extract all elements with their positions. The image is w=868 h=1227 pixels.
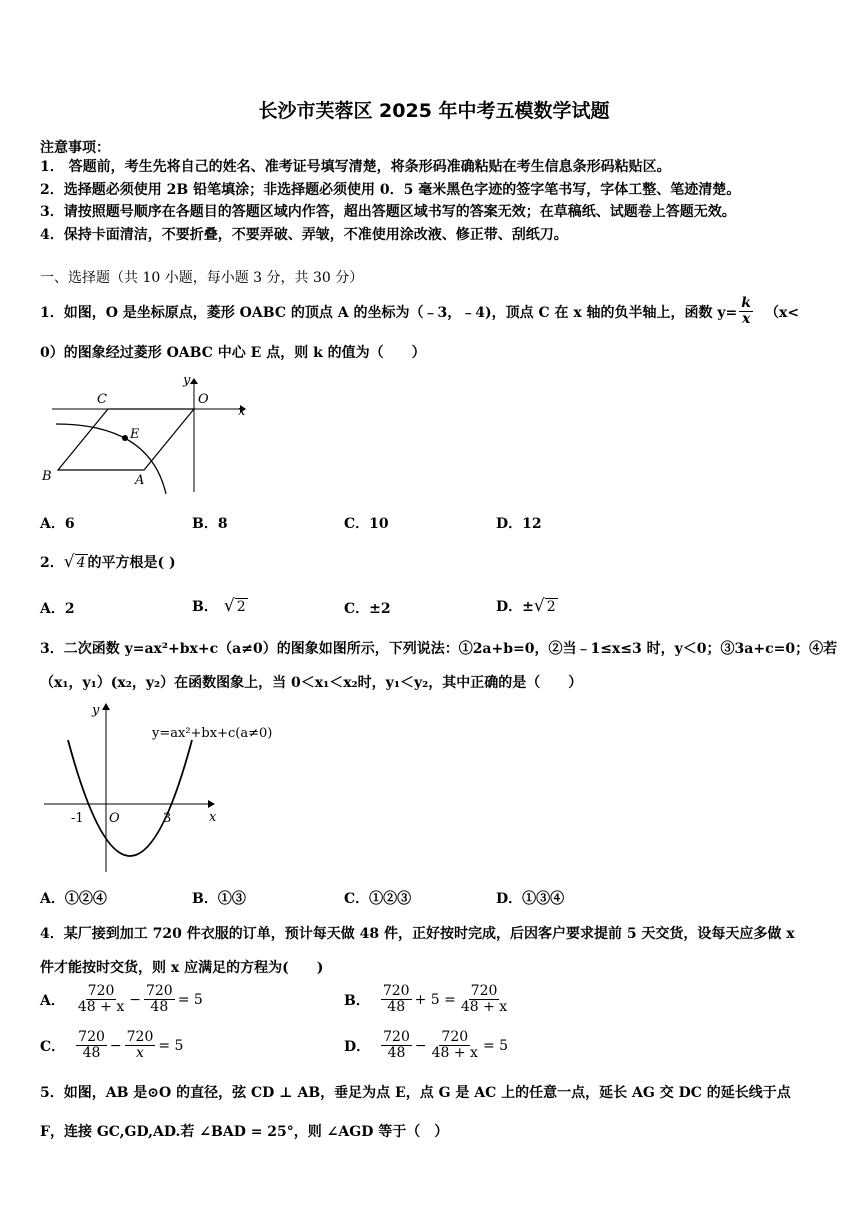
q4-option-a-label: A． (40, 992, 65, 1009)
parabola-curve (68, 740, 192, 856)
y-axis-arrow (102, 703, 110, 710)
q1-tail: （x< (765, 304, 800, 321)
q4-option-a-equation (73, 984, 203, 1016)
q2-suffix: 的平方根是( ) (87, 555, 176, 571)
numerator: 720 (78, 1029, 105, 1045)
q2-option-d (496, 596, 558, 616)
denominator: 48 (150, 999, 169, 1016)
q1-option-c: C．10 (344, 516, 389, 532)
numerator: 720 (441, 1029, 469, 1045)
fraction (76, 1030, 107, 1062)
q1-option-d: D．12 (496, 516, 542, 532)
label-y: y (92, 703, 100, 718)
q2-radical-sign: √ (63, 552, 75, 572)
fraction (125, 1030, 156, 1062)
q2-option-b-label: B． (192, 599, 218, 615)
label-a: A (135, 473, 145, 488)
q2-radicand: 4 (76, 554, 86, 571)
y-axis-arrow (190, 378, 198, 384)
numerator: 720 (145, 983, 173, 999)
numerator: 720 (87, 983, 115, 999)
q4-option-c (40, 1030, 183, 1062)
q2-option-c: C．±2 (344, 601, 391, 617)
section-heading: 一、选择题（共 10 小题，每小题 3 分，共 30 分） (40, 270, 364, 286)
q1-text: 1．如图，O 是坐标原点，菱形 OABC 的顶点 A 的坐标为（﹣3，﹣4)，顶点 C 在 x 轴的负半轴上，函数 y= (40, 304, 738, 321)
label-o: O (198, 392, 209, 407)
q4-option-b (344, 984, 512, 1016)
q4-option-a (40, 984, 203, 1016)
label-x: x (238, 404, 246, 419)
notice-item: 3．请按照题号顺序在各题目的答题区域内作答，超出答题区域书写的答案无效；在草稿纸、试题卷上答题无效。 (40, 204, 736, 220)
right-hand-side: = 5 (158, 1037, 184, 1054)
denominator: 48 + x (77, 999, 125, 1016)
numerator: 720 (383, 1029, 410, 1045)
q1-frac-den: x (741, 311, 751, 328)
q1-rhombus-figure (40, 372, 252, 496)
label-c: C (97, 392, 107, 407)
question-1-line2: 0）的图象经过菱形 OABC 中心 E 点，则 k 的值为（ ） (40, 345, 426, 361)
question-2 (40, 552, 176, 572)
label-three: 3 (163, 811, 172, 826)
label-e: E (130, 427, 140, 442)
numerator: 720 (126, 1029, 154, 1045)
q2-option-a: A．2 (40, 601, 75, 617)
denominator: 48 (82, 1045, 101, 1062)
label-y: y (183, 373, 191, 388)
label-o: O (109, 811, 120, 826)
question-1-line1 (40, 296, 799, 328)
q3-parabola-figure (40, 700, 272, 876)
label-x: x (209, 810, 217, 825)
q4-option-c-equation (73, 1030, 183, 1062)
denominator: 48 (387, 1045, 406, 1062)
operator: − (414, 1037, 427, 1054)
question-3-line1: 3．二次函数 y=ax²+bx+c（a≠0）的图象如图所示，下列说法：①2a+b=0，②当﹣1≤x≤3 时，y＜0；③3a+c=0；④若 (40, 641, 838, 657)
q2-prefix: 2． (40, 555, 64, 571)
denominator: 48 + x (460, 999, 508, 1016)
question-3-line2: （x₁，y₁）(x₂，y₂）在函数图象上，当 0＜x₁＜x₂时，y₁＜y₂，其中正确的是（ ） (40, 675, 583, 691)
notice-item: 4．保持卡面清洁，不要折叠，不要弄破、弄皱，不准使用涂改液、修正带、刮纸刀。 (40, 227, 568, 243)
fraction (381, 984, 412, 1016)
parabola-equation-label: y=ax²+bx+c(a≠0) (152, 726, 272, 741)
label-b: B (42, 469, 52, 484)
notice-item: 2．选择题必须使用 2B 铅笔填涂；非选择题必须使用 0．5 毫米黑色字迹的签字笔书写，字体工整、笔迹清楚。 (40, 182, 741, 198)
numerator: 720 (382, 983, 410, 999)
denominator: 48 (387, 999, 406, 1016)
page-title: 长沙市芙蓉区 2025 年中考五模数学试题 (258, 100, 610, 122)
q2-option-b (192, 596, 248, 616)
operator: + 5 = (414, 991, 456, 1008)
q4-option-c-label: C． (40, 1038, 66, 1055)
q2-option-d-radicand: 2 (546, 598, 556, 615)
q3-option-a: A．①②④ (40, 891, 107, 907)
fraction (381, 1030, 412, 1062)
q1-option-a: A．6 (40, 516, 75, 532)
q1-option-b: B．8 (192, 516, 228, 532)
denominator: x (136, 1045, 144, 1062)
denominator: 48 + x (431, 1045, 478, 1062)
label-minus-one: -1 (71, 811, 84, 826)
hyperbola-curve (56, 424, 166, 494)
fraction (459, 984, 509, 1016)
question-5-line1: 5．如图，AB 是⊙O 的直径，弦 CD ⊥ AB，垂足为点 E，点 G 是 AC 上的任意一点，延长 AG 交 DC 的延长线于点 (40, 1085, 791, 1101)
right-hand-side: = 5 (482, 1037, 509, 1054)
numerator: 720 (470, 983, 498, 999)
q3-option-d: D．①③④ (496, 891, 565, 907)
question-4-line2: 件才能按时交货，则 x 应满足的方程为( ) (40, 960, 324, 976)
q3-option-b: B．①③ (192, 891, 246, 907)
q4-option-b-equation (378, 984, 512, 1016)
q3-option-c: C．①②③ (344, 891, 412, 907)
point-e (122, 435, 128, 441)
q2-option-b-radicand: 2 (236, 598, 246, 615)
q4-option-d-equation (378, 1030, 508, 1062)
question-5-line2: F，连接 GC,GD,AD.若 ∠BAD = 25°，则 ∠AGD 等于（ ） (40, 1124, 449, 1140)
operator: − (129, 991, 141, 1008)
q2-option-b-radical: √ (223, 596, 235, 616)
q1-fraction (739, 296, 753, 328)
fraction (430, 1030, 480, 1062)
q4-option-b-label: B． (344, 992, 370, 1009)
x-axis-arrow (208, 800, 215, 808)
q4-option-d-label: D． (344, 1038, 371, 1055)
q1-frac-num: k (741, 295, 751, 311)
fraction (76, 984, 126, 1016)
q4-option-d (344, 1030, 508, 1062)
operator: − (109, 1037, 122, 1054)
right-hand-side: = 5 (177, 991, 203, 1008)
notice-item: 1． 答题前，考生先将自己的姓名、准考证号填写清楚，将条形码准确粘贴在考生信息条形码粘贴区。 (40, 159, 671, 175)
question-4-line1: 4．某厂接到加工 720 件衣服的订单，预计每天做 48 件，正好按时完成，后因客户要求提前 5 天交货，设每天应多做 x (40, 926, 795, 942)
fraction (144, 984, 175, 1016)
notice-heading: 注意事项： (40, 140, 110, 156)
q2-option-d-radical: √ (533, 596, 545, 616)
q2-option-d-label: D．± (496, 599, 534, 615)
